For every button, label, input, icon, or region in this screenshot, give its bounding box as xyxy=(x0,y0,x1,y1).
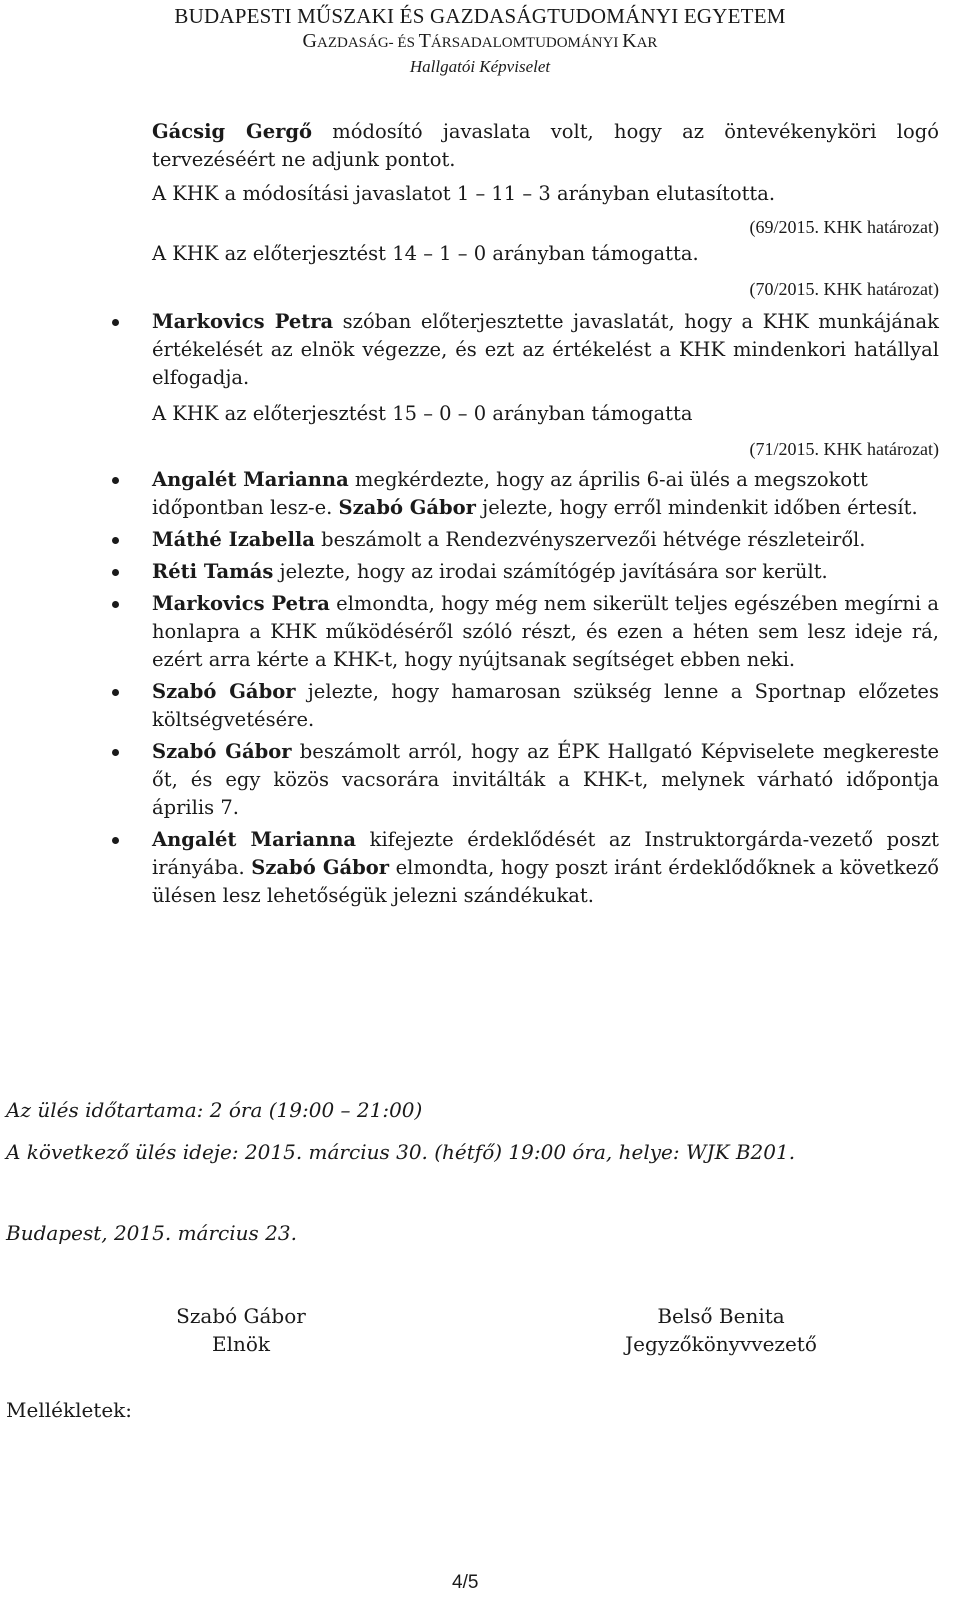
resolution-ref-71: (71/2015. KHK határozat) xyxy=(749,439,939,459)
bullet-icon xyxy=(112,537,119,544)
signature-chair xyxy=(141,1302,341,1358)
minutes-body xyxy=(152,118,939,910)
signature-secretary xyxy=(596,1302,846,1358)
resolution-ref-69: (69/2015. KHK határozat) xyxy=(749,217,939,237)
list-item: Szabó Gábor beszámolt arról, hogy az ÉPK Hallgató Képviselete megkereste őt, és egy közös vacsorára invitálták a KHK-t, melynek várható időpontja április 7. xyxy=(152,738,939,822)
signer-name: Belső Benita xyxy=(657,1304,785,1328)
next-meeting: A következő ülés ideje: 2015. március 30. (hétfő) 19:00 óra, helye: WJK B201. xyxy=(6,1140,796,1164)
paragraph-vote-2: A KHK az előterjesztést 14 – 1 – 0 arányban támogatta. xyxy=(152,242,699,265)
list-item: Angalét Marianna kifejezte érdeklődését az Instruktorgárda-vezető poszt irányába. Szabó Gábor elmondta, hogy poszt iránt érdeklődőknek a következő ülésen lesz lehetőségük jelezni szándékukat. xyxy=(152,826,939,910)
bullet-icon xyxy=(112,319,119,326)
list-item: Máthé Izabella beszámolt a Rendezvényszervezői hétvége részleteiről. xyxy=(152,526,939,554)
list-item: Markovics Petra szóban előterjesztette javaslatát, hogy a KHK munkájának értékelését az elnök végezze, és ezt az értékelést a KHK mindenkori hatállyal elfogadja. A KHK az előterjesztést 15 – 0 – 0 arányban támogatta (71/2015. KHK határozat) xyxy=(152,308,939,462)
document-header xyxy=(0,4,960,78)
bullet-icon xyxy=(112,601,119,608)
bullet-icon xyxy=(112,569,119,576)
page-number: 4/5 xyxy=(452,1572,479,1593)
place-date: Budapest, 2015. március 23. xyxy=(6,1221,297,1245)
bullet-icon xyxy=(112,749,119,756)
signer-role: Elnök xyxy=(211,1332,271,1356)
list-item: Markovics Petra elmondta, hogy még nem sikerült teljes egészében megírni a honlapra a KHK működéséről szóló részt, és ezen a héten sem lesz ideje rá, ezért arra kérte a KHK-t, hogy nyújtsanak segítséget ebben neki. xyxy=(152,590,939,674)
bullet-icon xyxy=(112,689,119,696)
meeting-duration: Az ülés időtartama: 2 óra (19:00 – 21:00) xyxy=(6,1098,423,1122)
resolution-ref-70: (70/2015. KHK határozat) xyxy=(749,279,939,299)
attachments-label: Mellékletek: xyxy=(6,1398,133,1422)
faculty-name: GAZDASÁG- ÉS TÁRSADALOMTUDOMÁNYI KAR xyxy=(302,30,658,52)
list-item: Szabó Gábor jelezte, hogy hamarosan szükség lenne a Sportnap előzetes költségvetésére. xyxy=(152,678,939,734)
paragraph-amendment: Gácsig Gergő módosító javaslata volt, hogy az öntevékenyköri logó tervezéséért ne adjunk pontot. xyxy=(152,120,939,171)
bullet-icon xyxy=(112,477,119,484)
body-name: Hallgatói Képviselet xyxy=(409,57,551,76)
bullet-icon xyxy=(112,837,119,844)
university-name: BUDAPESTI MŰSZAKI ÉS GAZDASÁGTUDOMÁNYI EGYETEM xyxy=(174,4,786,28)
vote-result: A KHK az előterjesztést 15 – 0 – 0 arányban támogatta xyxy=(152,402,693,425)
paragraph-vote-1: A KHK a módosítási javaslatot 1 – 11 – 3 arányban elutasította. xyxy=(152,182,776,205)
signer-name: Szabó Gábor xyxy=(176,1304,306,1328)
signer-role: Jegyzőkönyvvezető xyxy=(625,1332,817,1356)
list-item: Réti Tamás jelezte, hogy az irodai számítógép javítására sor került. xyxy=(152,558,939,586)
list-item: Angalét Marianna megkérdezte, hogy az április 6-ai ülés a megszokott időpontban lesz-e. Szabó Gábor jelezte, hogy erről mindenkit időben értesít. xyxy=(152,466,939,522)
